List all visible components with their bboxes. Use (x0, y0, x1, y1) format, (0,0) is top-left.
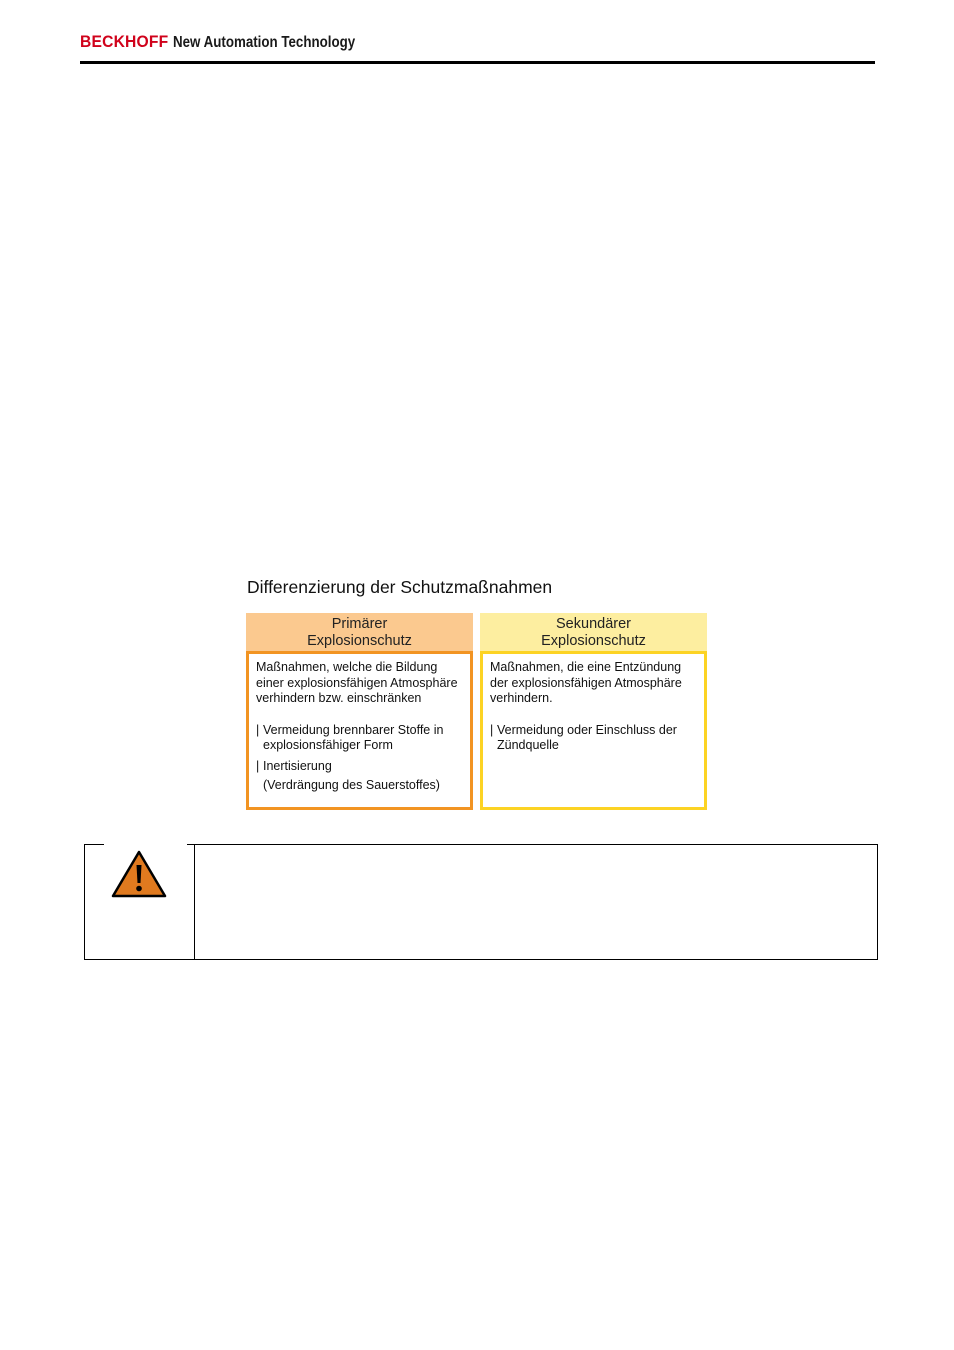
secondary-desc-line2: der explosionsfähigen Atmosphäre (490, 675, 682, 690)
bullet-marker: | (256, 722, 260, 737)
brand-tagline: New Automation Technology (173, 34, 356, 51)
secondary-desc-line1: Maßnahmen, die eine Entzündung (490, 660, 682, 674)
primary-column (246, 613, 473, 810)
secondary-desc-line3: verhindern. (490, 691, 553, 705)
bullet-marker: | (490, 722, 494, 737)
header-rule (80, 61, 875, 64)
primary-item2-note: (Verdrängung des Sauerstoffes) (263, 778, 440, 792)
primary-item1-line1: Vermeidung brennbarer Stoffe in (263, 722, 444, 737)
primary-item-1 (256, 723, 463, 754)
primary-item-2 (256, 759, 463, 794)
secondary-heading-line2: Explosionschutz (541, 632, 646, 649)
secondary-description (490, 660, 697, 707)
primary-description (256, 660, 463, 707)
bullet-marker: | (256, 758, 260, 773)
warning-triangle-icon (110, 849, 168, 899)
primary-desc-line2: einer explosionsfähigen Atmosphäre (256, 675, 458, 690)
primary-heading-line1: Primärer (331, 616, 388, 632)
primary-item1-line2: explosionsfähiger Form (263, 738, 393, 752)
primary-heading (246, 613, 473, 651)
warning-box-border (84, 844, 104, 845)
page-header (80, 32, 875, 66)
warning-box-divider (194, 844, 195, 959)
warning-box-border (84, 844, 85, 959)
secondary-item-1 (490, 723, 697, 754)
primary-heading-line2: Explosionschutz (307, 632, 412, 649)
warning-box-border (187, 844, 877, 845)
primary-desc-line3: verhindern bzw. einschränken (256, 691, 422, 705)
secondary-heading-line1: Sekundärer (556, 616, 631, 632)
brand-logo: BECKHOFF (80, 32, 169, 51)
warning-box (84, 844, 878, 960)
secondary-column (480, 613, 707, 810)
primary-desc-line1: Maßnahmen, welche die Bildung (256, 660, 438, 674)
secondary-item1-line1: Vermeidung oder Einschluss der (497, 722, 677, 737)
primary-item2-line1: Inertisierung (263, 758, 332, 773)
figure-title: Differenzierung der Schutzmaßnahmen (247, 577, 553, 597)
primary-body (246, 651, 473, 810)
secondary-body (480, 651, 707, 810)
secondary-item1-line2: Zündquelle (497, 738, 559, 752)
secondary-heading (480, 613, 707, 651)
protection-measures-figure (246, 577, 709, 817)
